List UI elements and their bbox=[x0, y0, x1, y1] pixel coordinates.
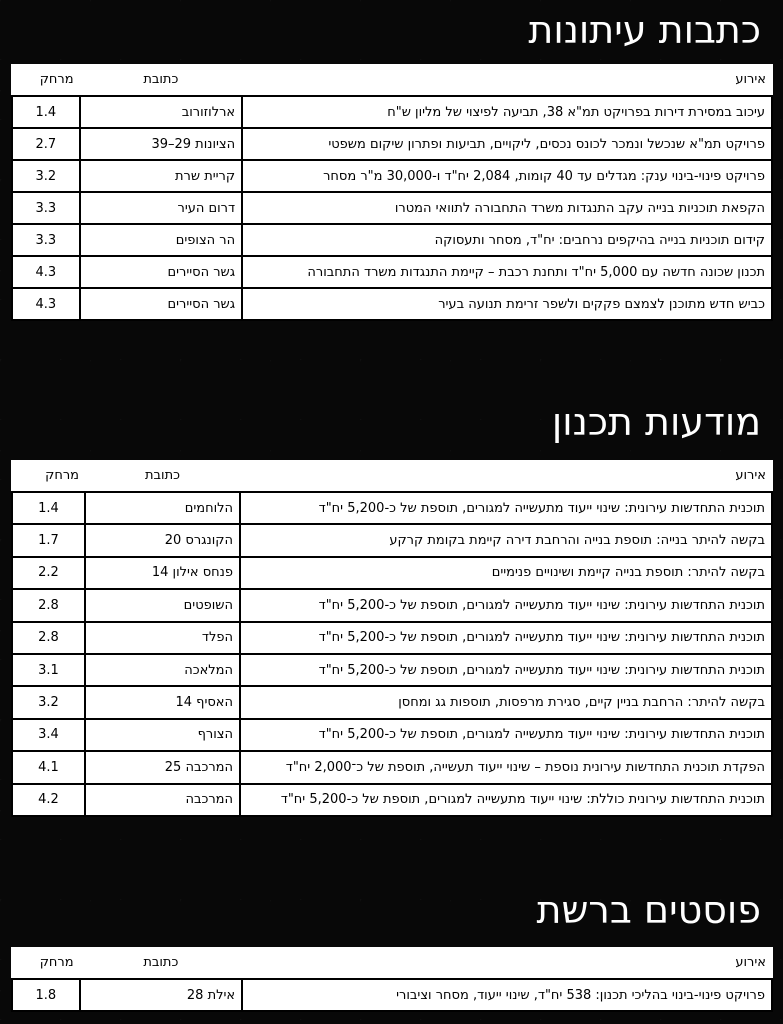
distance-cell: 2.7 bbox=[12, 128, 80, 160]
table-row bbox=[12, 654, 772, 686]
address-cell: גשר הסיירים bbox=[80, 256, 243, 288]
header-address: כתובת bbox=[80, 947, 243, 979]
address-cell: המרכבה bbox=[85, 784, 240, 816]
event-cell: תוכנית התחדשות עירונית: שינוי ייעוד מתעשייה למגורים, תוספת של כ-5,200 יח"ד bbox=[240, 654, 772, 686]
distance-cell: 1.7 bbox=[12, 524, 85, 556]
address-cell: קריית שרת bbox=[80, 160, 243, 192]
header-address: כתובת bbox=[85, 460, 240, 492]
table-row bbox=[12, 589, 772, 621]
event-cell: קידום תוכניות בנייה בהיקפים נרחבים: יח"ד, מסחר ותעסוקה bbox=[242, 224, 772, 256]
address-cell: הפלד bbox=[85, 622, 240, 654]
event-cell: פרויקט פינוי-בינוי ענק: מגדלים עד 40 קומות, 2,084 יח"ד ו-30,000 מ"ר מסחר bbox=[242, 160, 772, 192]
event-cell: פרויקט פינוי-בינוי בהליכי תכנון: 538 יח"ד, שינוי ייעוד, מסחר וציבורי bbox=[242, 979, 772, 1011]
table-row bbox=[12, 192, 772, 224]
header-event: אירוע bbox=[242, 64, 772, 96]
section-title-news: כתבות עיתונות bbox=[528, 8, 761, 52]
address-cell: הר הצופים bbox=[80, 224, 243, 256]
event-cell: בקשה להיתר: הרחבת בניין קיים, סגירת מרפסות, תוספות גג ומחסן bbox=[240, 686, 772, 718]
table-row bbox=[12, 96, 772, 128]
address-cell: דרום העיר bbox=[80, 192, 243, 224]
event-cell: תוכנית התחדשות עירונית: שינוי ייעוד מתעשייה למגורים, תוספת של כ-5,200 יח"ד bbox=[240, 719, 772, 751]
distance-cell: 2.8 bbox=[12, 622, 85, 654]
table-row bbox=[12, 524, 772, 556]
distance-cell: 3.3 bbox=[12, 192, 80, 224]
table-row bbox=[12, 686, 772, 718]
event-cell: בקשה להיתר: תוספת בנייה קיימת ושינויים פנימיים bbox=[240, 557, 772, 589]
address-cell: פנחס אילון 14 bbox=[85, 557, 240, 589]
event-cell: הקפאת תוכניות בנייה עקב התנגדות משרד התחבורה לתוואי המטרו bbox=[242, 192, 772, 224]
table-row bbox=[12, 492, 772, 524]
social-table bbox=[11, 947, 773, 1012]
distance-cell: 1.4 bbox=[12, 492, 85, 524]
event-cell: כביש חדש מתוכנן לצמצם פקקים ולשפר זרימת תנועה בעיר bbox=[242, 288, 772, 320]
table-row bbox=[12, 557, 772, 589]
distance-cell: 3.4 bbox=[12, 719, 85, 751]
distance-cell: 3.1 bbox=[12, 654, 85, 686]
event-cell: עיכוב במסירת דירות בפרויקט תמ"א 38, תביעה לפיצוי של מליון ש"ח bbox=[242, 96, 772, 128]
distance-cell: 2.2 bbox=[12, 557, 85, 589]
event-cell: תכנון שכונה חדשה עם 5,000 יח"ד ותחנת רכבת – קיימת התנגדות משרד התחבורה bbox=[242, 256, 772, 288]
address-cell: אילת 28 bbox=[80, 979, 243, 1011]
event-cell: תוכנית התחדשות עירונית: שינוי ייעוד מתעשייה למגורים, תוספת של כ-5,200 יח"ד bbox=[240, 622, 772, 654]
distance-cell: 1.4 bbox=[12, 96, 80, 128]
address-cell: האסיף 14 bbox=[85, 686, 240, 718]
address-cell: השופטים bbox=[85, 589, 240, 621]
header-event: אירוע bbox=[242, 947, 772, 979]
table-row bbox=[12, 160, 772, 192]
header-distance: מרחק bbox=[12, 64, 80, 96]
address-cell: הציונות 29–39 bbox=[80, 128, 243, 160]
table-row bbox=[12, 622, 772, 654]
event-cell: הפקדת תוכנית התחדשות עירונית נוספת – שינוי ייעוד תעשייה, תוספת של כ־2,000 יח"ד bbox=[240, 751, 772, 783]
section-title-social: פוסטים ברשת bbox=[536, 888, 761, 932]
table-row bbox=[12, 128, 772, 160]
planning-table bbox=[11, 460, 773, 817]
event-cell: תוכנית התחדשות עירונית: שינוי ייעוד מתעשייה למגורים, תוספת של כ-5,200 יח"ד bbox=[240, 492, 772, 524]
table-header-row bbox=[12, 460, 772, 492]
address-cell: ארלוזורוב bbox=[80, 96, 243, 128]
event-cell: פרויקט תמ"א שנכשל ונמכר לכונס נכסים, ליקויים, תביעות ופתרון שיקום משפטי bbox=[242, 128, 772, 160]
address-cell: המלאכה bbox=[85, 654, 240, 686]
header-address: כתובת bbox=[80, 64, 243, 96]
event-cell: תוכנית התחדשות עירונית: שינוי ייעוד מתעשייה למגורים, תוספת של כ-5,200 יח"ד bbox=[240, 589, 772, 621]
table-row bbox=[12, 784, 772, 816]
distance-cell: 3.2 bbox=[12, 160, 80, 192]
news-table bbox=[11, 64, 773, 321]
distance-cell: 4.2 bbox=[12, 784, 85, 816]
table-row bbox=[12, 224, 772, 256]
event-cell: תוכנית התחדשות עירונית כוללת: שינוי ייעוד מתעשייה למגורים, תוספת של כ-5,200 יח"ד bbox=[240, 784, 772, 816]
distance-cell: 3.3 bbox=[12, 224, 80, 256]
table-row bbox=[12, 288, 772, 320]
address-cell: הצורף bbox=[85, 719, 240, 751]
header-event: אירוע bbox=[240, 460, 772, 492]
table-row bbox=[12, 256, 772, 288]
address-cell: גשר הסיירים bbox=[80, 288, 243, 320]
distance-cell: 4.3 bbox=[12, 288, 80, 320]
distance-cell: 3.2 bbox=[12, 686, 85, 718]
table-row bbox=[12, 719, 772, 751]
section-title-planning: מודעות תכנון bbox=[551, 400, 761, 444]
header-distance: מרחק bbox=[12, 947, 80, 979]
table-header-row bbox=[12, 64, 772, 96]
table-row bbox=[12, 751, 772, 783]
address-cell: הקונגרס 20 bbox=[85, 524, 240, 556]
distance-cell: 2.8 bbox=[12, 589, 85, 621]
event-cell: בקשה להיתר בנייה: תוספת בנייה והרחבת דירה קיימת בקומת קרקע bbox=[240, 524, 772, 556]
table-row bbox=[12, 979, 772, 1011]
header-distance: מרחק bbox=[12, 460, 85, 492]
table-header-row bbox=[12, 947, 772, 979]
distance-cell: 1.8 bbox=[12, 979, 80, 1011]
distance-cell: 4.1 bbox=[12, 751, 85, 783]
distance-cell: 4.3 bbox=[12, 256, 80, 288]
address-cell: הלוחמים bbox=[85, 492, 240, 524]
address-cell: המרכבה 25 bbox=[85, 751, 240, 783]
